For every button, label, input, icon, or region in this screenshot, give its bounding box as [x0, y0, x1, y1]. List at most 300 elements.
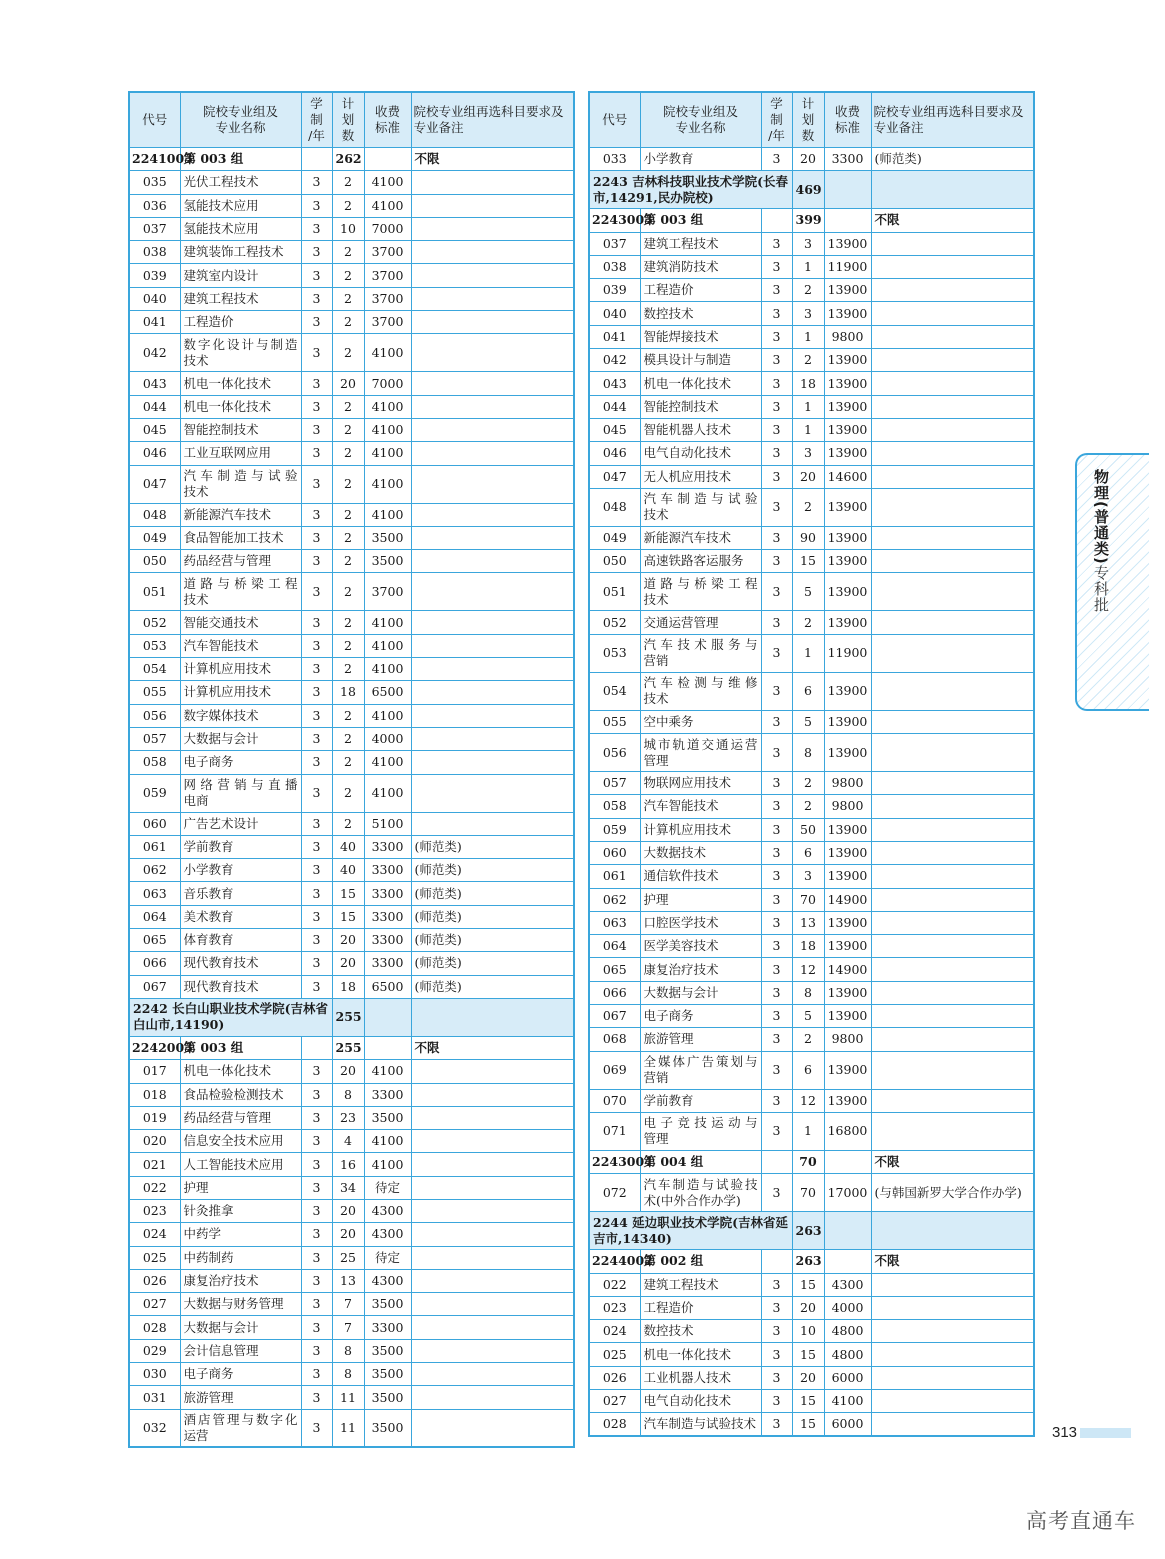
category-bold: 物理(普通类): [1092, 469, 1110, 565]
major-plan: 2: [332, 658, 364, 681]
major-note: [871, 418, 1034, 441]
major-years: 3: [761, 981, 792, 1004]
major-plan: 3: [792, 442, 824, 465]
major-code: 072: [589, 1174, 640, 1212]
major-plan: 23: [332, 1106, 364, 1129]
major-note: [411, 1083, 574, 1106]
major-fee: 13900: [824, 981, 871, 1004]
major-row: [129, 1409, 574, 1447]
major-code: 046: [589, 442, 640, 465]
major-note: [871, 1320, 1034, 1343]
major-name: 大数据与财务管理: [180, 1293, 301, 1316]
major-name: 汽车制造与试验技术: [640, 1413, 761, 1436]
major-code: 057: [589, 772, 640, 795]
major-note: [871, 573, 1034, 611]
group-code: 2241003: [129, 148, 180, 171]
major-fee: 13900: [824, 232, 871, 255]
header-note: 院校专业组再选科目要求及 专业备注: [411, 92, 574, 148]
major-row: [129, 905, 574, 928]
school-note: [871, 171, 1034, 209]
major-years: 3: [301, 952, 332, 975]
major-fee: 9800: [824, 795, 871, 818]
major-code: 049: [589, 526, 640, 549]
major-years: 3: [761, 550, 792, 573]
major-name: 计算机应用技术: [180, 681, 301, 704]
group-fee: [364, 1036, 411, 1059]
major-name: 建筑装饰工程技术: [180, 241, 301, 264]
major-note: [411, 1246, 574, 1269]
major-code: 069: [589, 1051, 640, 1089]
major-name: 电气自动化技术: [640, 442, 761, 465]
major-code: 022: [129, 1176, 180, 1199]
major-plan: 4: [332, 1130, 364, 1153]
major-note: [411, 503, 574, 526]
watermark: 高考直通车: [1026, 1509, 1136, 1533]
major-name-line2: 技术: [183, 591, 209, 607]
major-fee: 13900: [824, 841, 871, 864]
major-name: 建筑工程技术: [640, 1273, 761, 1296]
major-plan: 8: [332, 1083, 364, 1106]
group-plan: 262: [332, 148, 364, 171]
major-code: 025: [129, 1246, 180, 1269]
major-code: 054: [589, 672, 640, 710]
major-code: 058: [129, 751, 180, 774]
major-fee: 3500: [364, 1293, 411, 1316]
major-plan: 12: [792, 1089, 824, 1112]
major-years: 3: [301, 727, 332, 750]
major-fee: 13900: [824, 573, 871, 611]
major-row: [129, 465, 574, 503]
major-code: 017: [129, 1060, 180, 1083]
major-code: 033: [589, 148, 640, 171]
major-plan: 70: [792, 888, 824, 911]
major-plan: 20: [332, 1199, 364, 1222]
major-note: [411, 611, 574, 634]
group-name: 第 004 组: [640, 1150, 761, 1173]
major-row: [129, 1106, 574, 1129]
school-name: [589, 171, 792, 209]
major-code: 019: [129, 1106, 180, 1129]
major-note: [871, 302, 1034, 325]
major-row: [129, 194, 574, 217]
major-years: 3: [761, 1343, 792, 1366]
major-fee: 13900: [824, 372, 871, 395]
major-name-line1: 全媒体广告策划与: [643, 1054, 758, 1070]
header-name: 院校专业组及 专业名称: [640, 92, 761, 148]
major-name: 数字媒体技术: [180, 704, 301, 727]
major-fee: 3300: [364, 882, 411, 905]
major-years: 3: [301, 1386, 332, 1409]
major-code: 026: [129, 1269, 180, 1292]
major-note: [871, 818, 1034, 841]
major-fee: 4000: [824, 1296, 871, 1319]
major-code: 064: [589, 935, 640, 958]
major-name: 医学美容技术: [640, 935, 761, 958]
major-name: 学前教育: [640, 1089, 761, 1112]
major-code: 043: [589, 372, 640, 395]
major-name-line1: 电子竞技运动与: [643, 1115, 758, 1131]
major-years: 3: [761, 349, 792, 372]
school-fee: [824, 1212, 871, 1250]
major-years: 3: [761, 1389, 792, 1412]
major-fee: 4300: [364, 1269, 411, 1292]
major-fee: 3500: [364, 1386, 411, 1409]
major-plan: 10: [792, 1320, 824, 1343]
major-code: 047: [129, 465, 180, 503]
major-note: [411, 704, 574, 727]
major-plan: 20: [332, 929, 364, 952]
major-row: [129, 395, 574, 418]
major-plan: 7: [332, 1293, 364, 1316]
major-code: 031: [129, 1386, 180, 1409]
school-name: [129, 998, 332, 1036]
major-code: 026: [589, 1366, 640, 1389]
major-name: [640, 634, 761, 672]
major-name: 通信软件技术: [640, 865, 761, 888]
major-years: 3: [761, 865, 792, 888]
major-row: [129, 1363, 574, 1386]
major-fee: 4800: [824, 1320, 871, 1343]
major-years: 3: [301, 1223, 332, 1246]
major-name: 智能交通技术: [180, 611, 301, 634]
major-note: [871, 611, 1034, 634]
major-code: 067: [129, 975, 180, 998]
major-row: [589, 734, 1034, 772]
major-note: [411, 241, 574, 264]
major-fee: 3300: [364, 859, 411, 882]
major-row: [129, 442, 574, 465]
major-name: 会计信息管理: [180, 1339, 301, 1362]
major-fee: 3300: [364, 835, 411, 858]
major-years: 3: [301, 171, 332, 194]
major-fee: 13900: [824, 1051, 871, 1089]
major-name: 智能控制技术: [640, 395, 761, 418]
major-fee: 4300: [364, 1223, 411, 1246]
major-note: [411, 658, 574, 681]
major-row: [129, 1269, 574, 1292]
major-years: 3: [761, 418, 792, 441]
major-fee: 13900: [824, 279, 871, 302]
major-name: 工程造价: [640, 279, 761, 302]
major-name: 电子商务: [180, 751, 301, 774]
major-name-line1: 城市轨道交通运营: [643, 736, 758, 752]
major-plan: 1: [792, 325, 824, 348]
major-plan: 10: [332, 217, 364, 240]
major-row: [589, 465, 1034, 488]
major-years: 3: [761, 795, 792, 818]
major-row: [129, 727, 574, 750]
major-plan: 2: [792, 488, 824, 526]
major-note: [411, 1106, 574, 1129]
major-name: 康复治疗技术: [180, 1269, 301, 1292]
major-row: [129, 264, 574, 287]
group-name: 第 003 组: [640, 209, 761, 232]
major-note: [871, 279, 1034, 302]
major-code: 042: [129, 334, 180, 372]
major-code: 066: [589, 981, 640, 1004]
major-plan: 2: [332, 634, 364, 657]
category-side-tab: [1075, 453, 1149, 711]
major-years: 3: [761, 1005, 792, 1028]
major-fee: 4100: [364, 171, 411, 194]
major-plan: 2: [332, 526, 364, 549]
major-note: [411, 1060, 574, 1083]
school-name-line1: 2244 延边职业技术学院(吉林省延: [593, 1214, 789, 1230]
major-note: [411, 1386, 574, 1409]
major-name: 新能源汽车技术: [180, 503, 301, 526]
major-fee: 4100: [364, 465, 411, 503]
major-note: [871, 526, 1034, 549]
major-years: 3: [761, 935, 792, 958]
major-name: 电子商务: [180, 1363, 301, 1386]
major-name: 建筑室内设计: [180, 264, 301, 287]
major-name: [640, 1051, 761, 1089]
major-years: 3: [761, 672, 792, 710]
school-row: [129, 998, 574, 1036]
major-years: 3: [301, 418, 332, 441]
major-row: [589, 1112, 1034, 1150]
major-plan: 2: [332, 334, 364, 372]
major-plan: 2: [792, 772, 824, 795]
major-note: [411, 1153, 574, 1176]
major-row: [589, 148, 1034, 171]
major-name: 光伏工程技术: [180, 171, 301, 194]
major-fee: 4100: [364, 418, 411, 441]
header-plan: 计 划 数: [332, 92, 364, 148]
group-note: 不限: [411, 148, 574, 171]
major-fee: 3300: [364, 952, 411, 975]
major-fee: 3500: [364, 1409, 411, 1447]
major-plan: 2: [332, 264, 364, 287]
major-name: [180, 573, 301, 611]
major-note: [411, 1339, 574, 1362]
major-row: [589, 1005, 1034, 1028]
major-note: [411, 442, 574, 465]
major-years: 3: [301, 1246, 332, 1269]
major-row: [589, 573, 1034, 611]
major-fee: 4100: [364, 334, 411, 372]
major-plan: 1: [792, 418, 824, 441]
major-note: [871, 1028, 1034, 1051]
major-plan: 3: [792, 865, 824, 888]
major-note: (师范类): [411, 905, 574, 928]
major-plan: 13: [792, 911, 824, 934]
major-years: 3: [761, 465, 792, 488]
major-row: [129, 952, 574, 975]
major-plan: 20: [332, 1060, 364, 1083]
major-plan: 11: [332, 1409, 364, 1447]
major-row: [589, 232, 1034, 255]
major-fee: 3700: [364, 573, 411, 611]
major-code: 046: [129, 442, 180, 465]
major-fee: 4300: [824, 1273, 871, 1296]
major-code: 056: [589, 734, 640, 772]
major-fee: 13900: [824, 734, 871, 772]
group-note: 不限: [871, 1250, 1034, 1273]
school-name: [589, 1212, 792, 1250]
major-note: [411, 727, 574, 750]
major-plan: 2: [332, 311, 364, 334]
major-row: [129, 774, 574, 812]
major-fee: 6000: [824, 1366, 871, 1389]
major-name-line1: 汽车制造与试验: [643, 491, 758, 507]
major-years: 3: [301, 1153, 332, 1176]
major-plan: 15: [792, 550, 824, 573]
major-row: [129, 611, 574, 634]
major-name-line1: 汽车制造与试验: [183, 468, 298, 484]
major-years: 3: [301, 975, 332, 998]
major-years: 3: [301, 264, 332, 287]
major-years: 3: [301, 241, 332, 264]
major-years: 3: [761, 1320, 792, 1343]
major-note: (师范类): [871, 148, 1034, 171]
major-name: 工程造价: [640, 1296, 761, 1319]
major-note: [871, 232, 1034, 255]
major-note: [871, 488, 1034, 526]
major-row: [129, 1199, 574, 1222]
major-row: [589, 1174, 1034, 1212]
major-years: 3: [761, 232, 792, 255]
major-code: 057: [129, 727, 180, 750]
major-years: 3: [301, 905, 332, 928]
major-plan: 7: [332, 1316, 364, 1339]
major-years: 3: [761, 488, 792, 526]
major-plan: 15: [332, 882, 364, 905]
major-note: [871, 465, 1034, 488]
major-years: 3: [301, 751, 332, 774]
major-years: 3: [301, 550, 332, 573]
major-note: [871, 255, 1034, 278]
school-name-line2: 市,14291,民办院校): [593, 189, 714, 205]
major-code: 070: [589, 1089, 640, 1112]
major-name: 工业互联网应用: [180, 442, 301, 465]
major-row: [589, 1389, 1034, 1412]
major-years: 3: [301, 634, 332, 657]
major-name: 信息安全技术应用: [180, 1130, 301, 1153]
major-name: 音乐教育: [180, 882, 301, 905]
major-code: 038: [129, 241, 180, 264]
major-name-line1: 汽车制造与试验技: [643, 1176, 758, 1192]
major-plan: 18: [792, 372, 824, 395]
major-name-line1: 数字化设计与制造: [183, 336, 298, 352]
major-plan: 5: [792, 710, 824, 733]
major-note: [871, 710, 1034, 733]
major-plan: 2: [332, 418, 364, 441]
major-fee: 13900: [824, 935, 871, 958]
header-plan: 计 划 数: [792, 92, 824, 148]
major-fee: 4100: [364, 1060, 411, 1083]
major-note: [871, 349, 1034, 372]
major-years: 3: [301, 1293, 332, 1316]
major-note: [411, 573, 574, 611]
major-fee: 4100: [364, 751, 411, 774]
major-name: 模具设计与制造: [640, 349, 761, 372]
school-name-line1: 2243 吉林科技职业技术学院(长春: [593, 173, 789, 189]
major-code: 048: [589, 488, 640, 526]
major-code: 022: [589, 1273, 640, 1296]
major-fee: 9800: [824, 325, 871, 348]
major-note: (师范类): [411, 859, 574, 882]
major-row: [589, 349, 1034, 372]
major-name-line2: 技术: [183, 352, 209, 368]
major-plan: 2: [332, 395, 364, 418]
major-note: [871, 888, 1034, 911]
major-name: 针灸推拿: [180, 1199, 301, 1222]
major-note: [871, 1413, 1034, 1436]
group-name: 第 003 组: [180, 1036, 301, 1059]
major-note: [871, 1051, 1034, 1089]
major-note: [871, 550, 1034, 573]
school-row: [589, 171, 1034, 209]
group-code: 2243003: [589, 209, 640, 232]
major-fee: 14900: [824, 888, 871, 911]
major-code: 055: [589, 710, 640, 733]
major-plan: 20: [792, 1296, 824, 1319]
major-fee: 13900: [824, 418, 871, 441]
major-years: 3: [301, 611, 332, 634]
major-name: 旅游管理: [180, 1386, 301, 1409]
major-row: [129, 311, 574, 334]
major-note: [411, 1130, 574, 1153]
major-code: 062: [589, 888, 640, 911]
major-note: [411, 526, 574, 549]
major-note: [411, 334, 574, 372]
major-row: [589, 526, 1034, 549]
major-years: 3: [301, 217, 332, 240]
major-name: 大数据与会计: [180, 1316, 301, 1339]
major-row: [589, 841, 1034, 864]
major-years: 3: [301, 372, 332, 395]
major-name: [640, 488, 761, 526]
major-fee: 7000: [364, 217, 411, 240]
major-plan: 2: [332, 704, 364, 727]
major-fee: 4100: [364, 395, 411, 418]
major-name: [640, 1112, 761, 1150]
group-note: 不限: [871, 209, 1034, 232]
major-name: 机电一体化技术: [640, 1343, 761, 1366]
major-fee: 13900: [824, 442, 871, 465]
major-plan: 1: [792, 395, 824, 418]
major-fee: 13900: [824, 526, 871, 549]
major-plan: 18: [332, 681, 364, 704]
major-plan: 16: [332, 1153, 364, 1176]
group-years: [301, 148, 332, 171]
major-fee: 4800: [824, 1343, 871, 1366]
major-name-line2: 技术: [643, 507, 669, 523]
group-plan: 255: [332, 1036, 364, 1059]
major-years: 3: [301, 929, 332, 952]
major-code: 051: [129, 573, 180, 611]
major-note: (与韩国新罗大学合作办学): [871, 1174, 1034, 1212]
major-name-line1: 汽车检测与维修: [643, 675, 758, 691]
major-code: 035: [129, 171, 180, 194]
category-label: [1091, 469, 1111, 613]
group-name: 第 002 组: [640, 1250, 761, 1273]
major-fee: 13900: [824, 349, 871, 372]
major-code: 044: [589, 395, 640, 418]
major-name: [640, 573, 761, 611]
major-fee: 3500: [364, 526, 411, 549]
major-fee: 待定: [364, 1246, 411, 1269]
major-name: 口腔医学技术: [640, 911, 761, 934]
major-row: [589, 550, 1034, 573]
major-note: [871, 1296, 1034, 1319]
major-note: [411, 1293, 574, 1316]
major-years: 3: [761, 772, 792, 795]
major-row: [589, 795, 1034, 818]
major-name-line2: 术(中外合作办学): [643, 1192, 741, 1208]
major-row: [129, 1176, 574, 1199]
